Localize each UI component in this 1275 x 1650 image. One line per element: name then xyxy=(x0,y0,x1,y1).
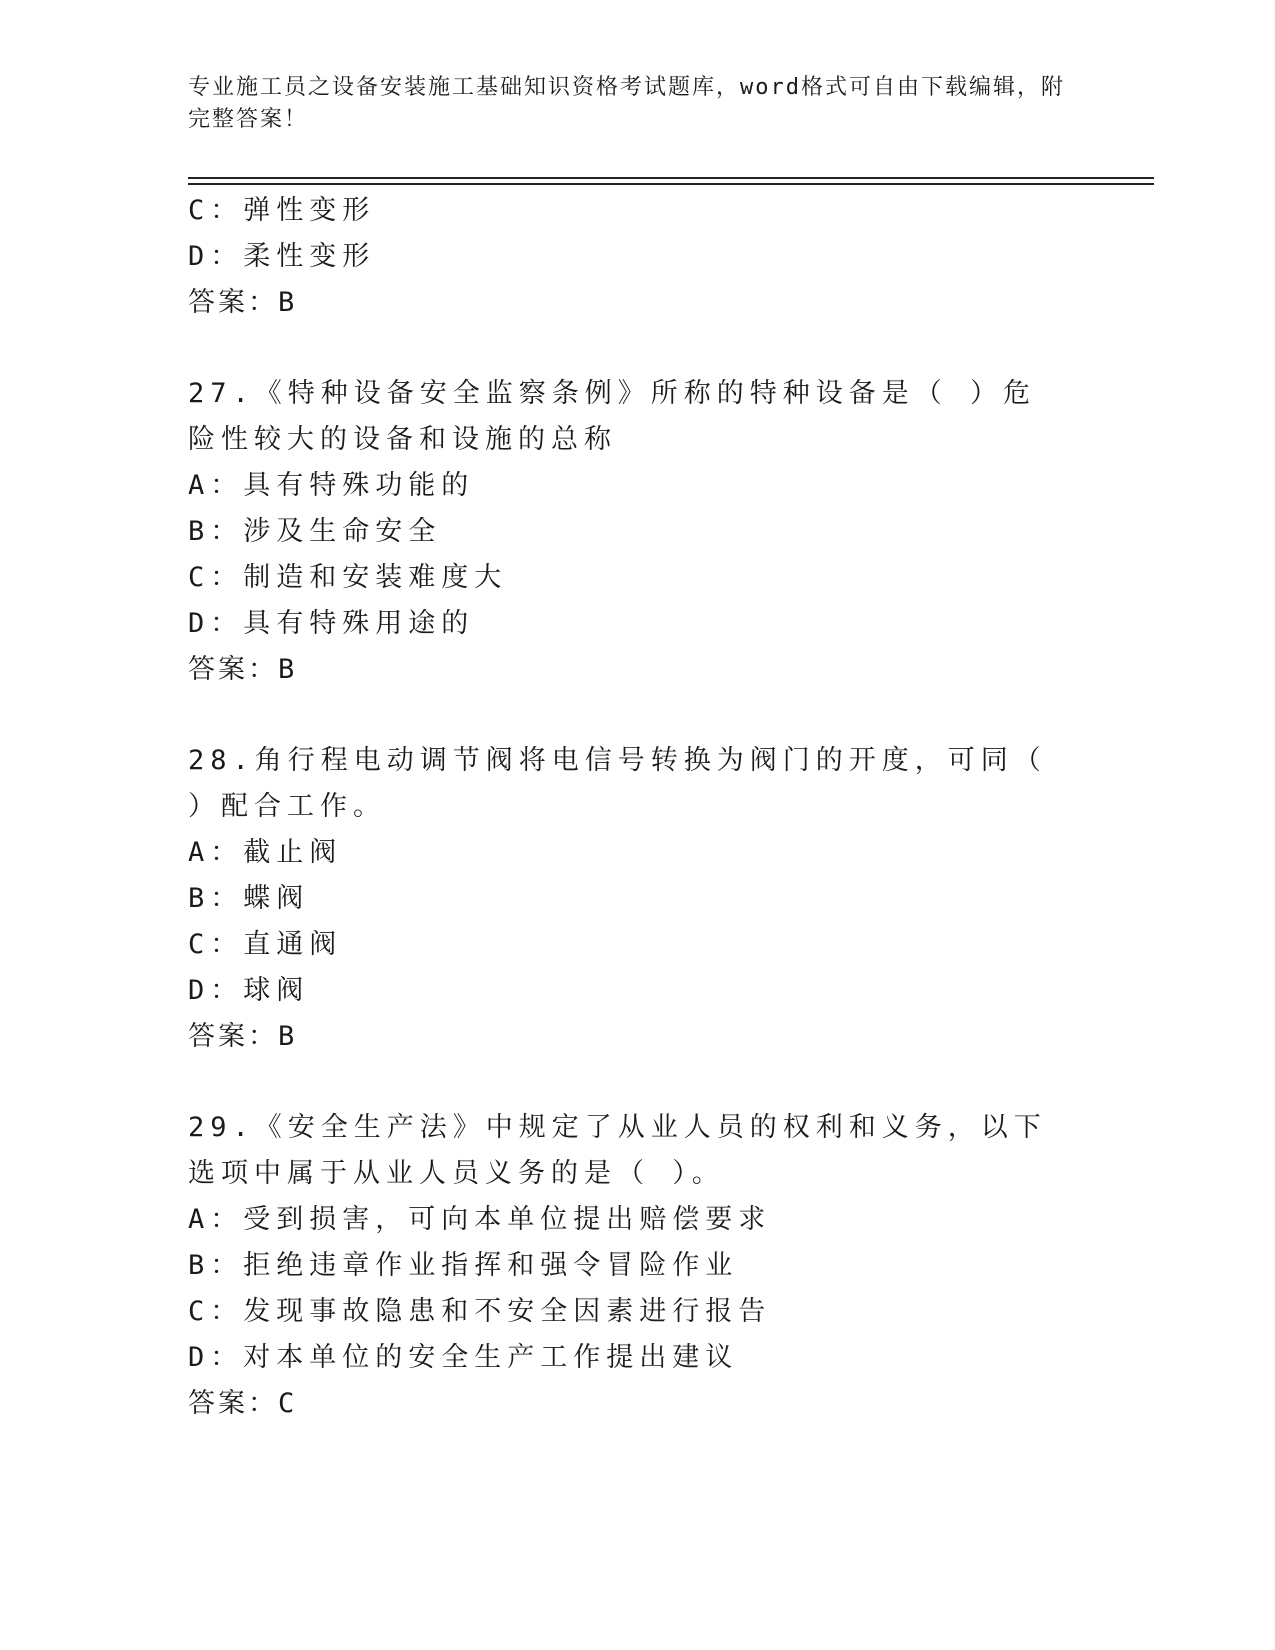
option-a: A：截止阀 xyxy=(188,837,343,868)
header-divider-top xyxy=(188,177,1154,179)
option-d: D：球阀 xyxy=(188,975,310,1006)
option-b: B：蝶阀 xyxy=(188,883,310,914)
option-d: D：对本单位的安全生产工作提出建议 xyxy=(188,1342,739,1373)
question-block-continued xyxy=(188,188,1088,326)
option-b: B：涉及生命安全 xyxy=(188,516,442,547)
option-d: D：具有特殊用途的 xyxy=(188,608,475,639)
option-b: B：拒绝违章作业指挥和强令冒险作业 xyxy=(188,1250,739,1281)
document-header: 专业施工员之设备安装施工基础知识资格考试题库，word格式可自由下载编辑，附完整答案！ xyxy=(188,75,1065,132)
option-a: A：受到损害，可向本单位提出赔偿要求 xyxy=(188,1204,772,1235)
option-c: C：弹性变形 xyxy=(188,195,376,226)
question-stem: 27.《特种设备安全监察条例》所称的特种设备是（ ）危险性较大的设备和设施的总称 xyxy=(188,378,1037,455)
question-stem: 28.角行程电动调节阀将电信号转换为阀门的开度，可同（ ）配合工作。 xyxy=(188,745,1047,822)
option-c: C：直通阀 xyxy=(188,929,343,960)
option-c: C：发现事故隐患和不安全因素进行报告 xyxy=(188,1296,772,1327)
question-block-28 xyxy=(188,738,1088,1060)
option-d: D：柔性变形 xyxy=(188,241,376,272)
answer-line: 答案：B xyxy=(188,654,298,685)
question-block-29 xyxy=(188,1105,1088,1427)
question-list xyxy=(188,188,1088,1427)
answer-line: 答案：B xyxy=(188,287,298,318)
option-a: A：具有特殊功能的 xyxy=(188,470,475,501)
question-block-27 xyxy=(188,371,1088,693)
answer-line: 答案：B xyxy=(188,1021,298,1052)
question-stem: 29.《安全生产法》中规定了从业人员的权利和义务，以下选项中属于从业人员义务的是（ ）。 xyxy=(188,1112,1047,1189)
option-c: C：制造和安装难度大 xyxy=(188,562,508,593)
answer-line: 答案：C xyxy=(188,1388,298,1419)
header-divider-bottom xyxy=(188,183,1154,185)
